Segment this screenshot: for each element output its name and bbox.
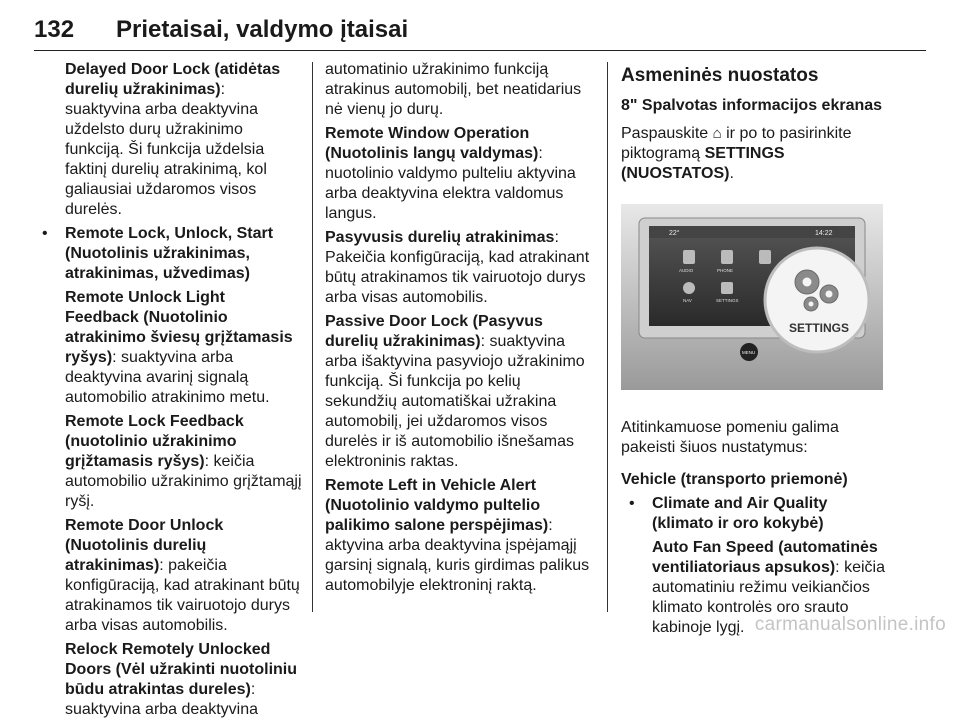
intro-text: . [729,165,734,182]
screen-temperature: 22° [669,230,680,237]
bullet-icon: • [629,495,635,512]
menu-button-label: MENU [742,350,756,355]
column-divider [607,62,608,612]
description: : keičia automobilio užrakinimo grįžtamąjį ryšį. [65,453,302,510]
section-heading: Asmeninės nuostatos [621,65,819,86]
bullet-item [621,494,891,534]
magnified-settings-label: SETTINGS [789,321,850,335]
screen-label-audio: AUDIO [679,268,694,273]
paragraph-relock [34,640,302,720]
term: Remote Unlock Light Feedback (Nuotolinio atrakinimo šviesų grįžtamasis ryšys) [65,289,293,366]
infotainment-screen-photo [621,204,883,390]
term: Remote Window Operation (Nuotolinis langų valdymas) [325,125,539,162]
term: Remote Lock Feedback (nuotolinio užrakinimo grįžtamasis ryšys) [65,413,244,470]
screen-label-phone: PHONE [717,268,734,273]
term: Relock Remotely Unlocked Doors (Vėl užrakinti nuotoliniu būdu atrakintas dureles) [65,641,297,698]
term: Remote Left in Vehicle Alert (Nuotolinio valdymo pultelio palikimo salone perspėjimas) [325,477,549,534]
paragraph-relock-cont: automatinio užrakinimo funkciją atrakinus automobilį, bet neatidarius nė vienų jo durų. [325,61,582,118]
chapter-title: Prietaisai, valdymo įtaisai [116,16,409,43]
paragraph-passive-unlock [325,228,593,308]
home-icon: ⌂ [712,125,722,142]
watermark: carmanualsonline.info [754,614,946,635]
description: : aktyvina arba deaktyvina įspėjamąjį garsinį signalą, kuris girdimas palikus automobilyje elektroninį raktą. [325,517,590,594]
bullet-title: Climate and Air Quality (klimato ir oro kokybė) [652,495,828,532]
description: : suaktyvina arba deaktyvina uždelsto durų užrakinimo funkciją. Ši funkcija uždelsia faktinį durelių atrakinimą, kol galiausiai uždaromos visos durelės. [65,81,267,218]
description: : suaktyvina arba išaktyvina pasyviojo užrakinimo funkciją. Ši funkcija po kelių sekundžių automatiškai užrakina automobilį, jei uždaromos visos durelės ir iš automobilio išnešamas elektroninis raktas. [325,333,585,470]
term: Pasyvusis durelių atrakinimas [325,229,555,246]
screen-label-nav: NAV [683,298,692,303]
paragraph-passive-lock [325,312,593,472]
settings-term: SETTINGS (NUOSTATOS) [621,145,785,182]
bullet-icon: • [42,225,48,242]
term: Passive Door Lock (Pasyvus durelių užrakinimas) [325,313,543,350]
paragraph-door-unlock [34,516,302,636]
intro-text: Paspauskite [621,125,713,142]
column-1 [34,60,302,724]
page-header [34,10,926,51]
column-2 [325,60,593,600]
paragraph-window [325,124,593,224]
column-divider [312,62,313,612]
description: : Pakeičia konfigūraciją, kad atrakinant būtų atrakinamos tik vairuotojo durys arba visas automobilis. [325,229,590,306]
description: : pakeičia konfigūraciją, kad atrakinant būtų atrakinamos tik vairuotojo durys arba visas automobilis. [65,557,300,634]
screen-label-settings: SETTINGS [716,298,739,303]
paragraph-left-alert [325,476,593,596]
screen-time: 14:22 [815,230,833,237]
description: : suaktyvina arba deaktyvina [65,681,258,718]
bullet-title: Remote Lock, Unlock, Start (Nuotolinis užrakinimas, atrakinimas, užvedimas) [65,225,274,282]
description: : keičia automatiniu režimu veikiančios klimato kontrolės oro srauto kabinoje lygį. [652,559,885,636]
term: Delayed Door Lock (atidėtas durelių užrakinimas) [65,61,281,98]
description: : suaktyvina arba deaktyvina avarinį signalą automobilio atrakinimo metu. [65,349,270,406]
intro-text: ir po to pasirinkite piktogramą [621,125,852,162]
description: : nuotolinio valdymo pulteliu aktyvina arba deaktyvina elektra valdomus langus. [325,145,576,222]
column-3 [621,60,891,642]
term: Remote Door Unlock (Nuotolinis durelių atrakinimas) [65,517,224,574]
paragraph-after-image: Atitinkamuose pomeniu galima pakeisti šiuos nustatymus: [621,419,839,456]
subheading: 8" Spalvotas informacijos ekranas [621,97,883,114]
page-number: 132 [34,16,75,43]
bullet-item [34,224,302,284]
paragraph-lock-feedback [34,412,302,512]
paragraph-unlock-light [34,288,302,408]
paragraph-delayed-lock [34,60,302,220]
intro-paragraph [621,124,891,184]
vehicle-heading: Vehicle (transporto priemonė) [621,471,848,488]
term: Auto Fan Speed (automatinės ventiliatoriaus apsukos) [652,539,878,576]
